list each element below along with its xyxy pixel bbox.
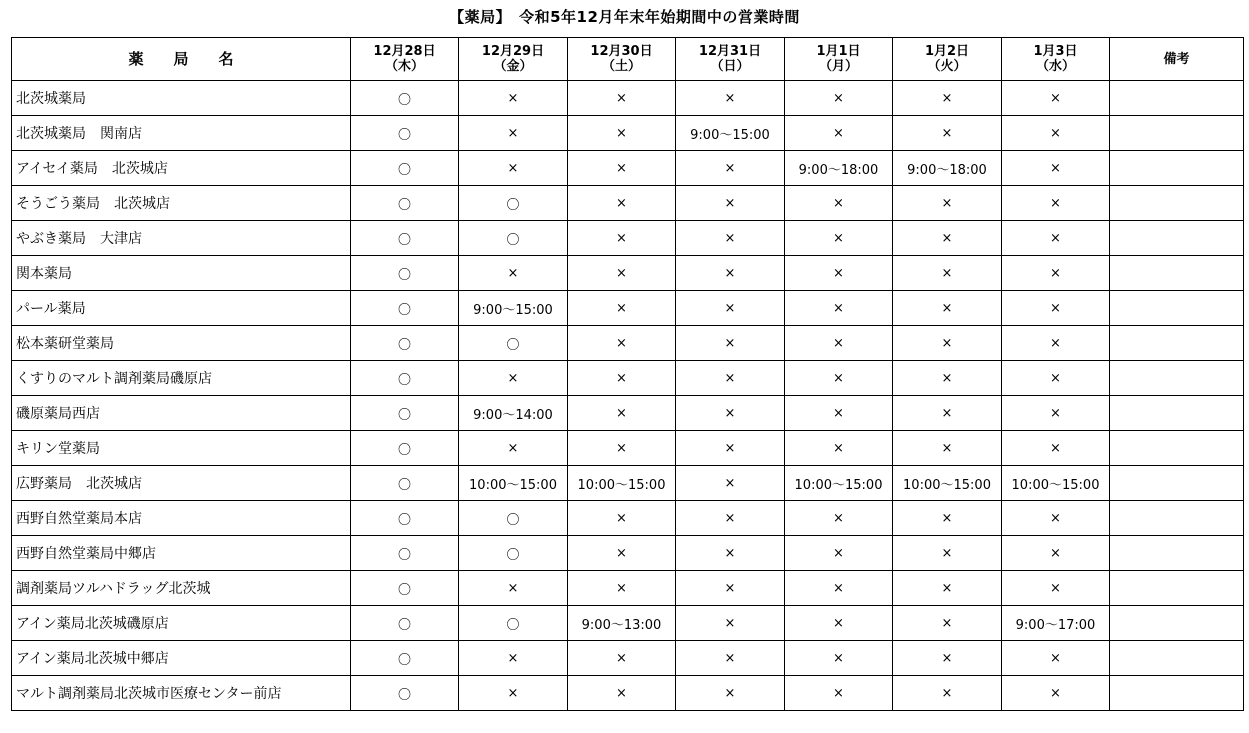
closed-mark-cell: ×: [785, 361, 893, 396]
pharmacy-name-cell: 北茨城薬局 関南店: [12, 116, 351, 151]
closed-mark-cell: ×: [785, 81, 893, 116]
closed-mark-cell: ×: [1002, 536, 1110, 571]
column-header-date: 12月28日: [373, 44, 436, 59]
closed-mark-cell: ×: [568, 151, 676, 186]
closed-mark-cell: ×: [676, 361, 785, 396]
column-header-weekday: （火）: [927, 59, 967, 74]
closed-mark-cell: ×: [785, 431, 893, 466]
open-mark-cell: 〇: [351, 431, 459, 466]
hours-cell: 10:00～15:00: [568, 466, 676, 501]
column-header-day: [351, 38, 459, 81]
pharmacy-name-cell: アイン薬局北茨城磯原店: [12, 606, 351, 641]
hours-cell: 10:00～15:00: [1002, 466, 1110, 501]
pharmacy-name-cell: 西野自然堂薬局本店: [12, 501, 351, 536]
closed-mark-cell: ×: [1002, 151, 1110, 186]
remarks-cell: [1110, 256, 1244, 291]
pharmacy-name-cell: 北茨城薬局: [12, 81, 351, 116]
closed-mark-cell: ×: [893, 606, 1002, 641]
table-row: [12, 116, 1244, 151]
closed-mark-cell: ×: [1002, 116, 1110, 151]
closed-mark-cell: ×: [785, 221, 893, 256]
closed-mark-cell: ×: [785, 501, 893, 536]
column-header-date: 1月3日: [1033, 44, 1078, 59]
closed-mark-cell: ×: [459, 676, 568, 711]
closed-mark-cell: ×: [893, 536, 1002, 571]
column-header-date: 1月1日: [816, 44, 861, 59]
closed-mark-cell: ×: [1002, 676, 1110, 711]
closed-mark-cell: ×: [785, 641, 893, 676]
closed-mark-cell: ×: [893, 186, 1002, 221]
open-mark-cell: 〇: [351, 501, 459, 536]
closed-mark-cell: ×: [1002, 291, 1110, 326]
column-header-weekday: （月）: [818, 59, 858, 74]
closed-mark-cell: ×: [893, 256, 1002, 291]
closed-mark-cell: ×: [785, 291, 893, 326]
closed-mark-cell: ×: [785, 116, 893, 151]
closed-mark-cell: ×: [568, 221, 676, 256]
open-mark-cell: 〇: [351, 326, 459, 361]
closed-mark-cell: ×: [568, 536, 676, 571]
table-row: [12, 676, 1244, 711]
column-header-weekday: （木）: [384, 59, 424, 74]
closed-mark-cell: ×: [568, 571, 676, 606]
open-mark-cell: 〇: [351, 396, 459, 431]
closed-mark-cell: ×: [568, 361, 676, 396]
open-mark-cell: 〇: [459, 501, 568, 536]
closed-mark-cell: ×: [459, 571, 568, 606]
closed-mark-cell: ×: [893, 291, 1002, 326]
column-header-remarks: 備考: [1110, 38, 1244, 81]
closed-mark-cell: ×: [676, 606, 785, 641]
table-row: [12, 641, 1244, 676]
pharmacy-name-cell: 調剤薬局ツルハドラッグ北茨城: [12, 571, 351, 606]
pharmacy-name-cell: アイン薬局北茨城中郷店: [12, 641, 351, 676]
remarks-cell: [1110, 291, 1244, 326]
pharmacy-name-cell: 広野薬局 北茨城店: [12, 466, 351, 501]
pharmacy-name-cell: そうごう薬局 北茨城店: [12, 186, 351, 221]
pharmacy-name-cell: 西野自然堂薬局中郷店: [12, 536, 351, 571]
closed-mark-cell: ×: [568, 676, 676, 711]
open-mark-cell: 〇: [351, 361, 459, 396]
closed-mark-cell: ×: [676, 396, 785, 431]
open-mark-cell: 〇: [351, 676, 459, 711]
remarks-cell: [1110, 186, 1244, 221]
column-header-weekday: （日）: [710, 59, 750, 74]
table-row: [12, 221, 1244, 256]
closed-mark-cell: ×: [568, 256, 676, 291]
pharmacy-name-cell: アイセイ薬局 北茨城店: [12, 151, 351, 186]
open-mark-cell: 〇: [351, 256, 459, 291]
remarks-cell: [1110, 326, 1244, 361]
hours-cell: 9:00～15:00: [459, 291, 568, 326]
hours-cell: 9:00～15:00: [676, 116, 785, 151]
closed-mark-cell: ×: [785, 186, 893, 221]
pharmacy-hours-table: [11, 37, 1244, 711]
table-row: [12, 81, 1244, 116]
column-header-day: [1002, 38, 1110, 81]
closed-mark-cell: ×: [568, 396, 676, 431]
table-row: [12, 361, 1244, 396]
closed-mark-cell: ×: [785, 606, 893, 641]
closed-mark-cell: ×: [568, 291, 676, 326]
closed-mark-cell: ×: [568, 186, 676, 221]
open-mark-cell: 〇: [459, 186, 568, 221]
column-header-day: [785, 38, 893, 81]
closed-mark-cell: ×: [785, 536, 893, 571]
table-row: [12, 431, 1244, 466]
closed-mark-cell: ×: [676, 81, 785, 116]
column-header-name: 薬 局 名: [12, 38, 351, 81]
column-header-date: 12月30日: [590, 44, 653, 59]
closed-mark-cell: ×: [676, 186, 785, 221]
hours-cell: 9:00～17:00: [1002, 606, 1110, 641]
remarks-cell: [1110, 501, 1244, 536]
pharmacy-name-cell: マルト調剤薬局北茨城市医療センター前店: [12, 676, 351, 711]
hours-cell: 9:00～18:00: [785, 151, 893, 186]
pharmacy-name-cell: くすりのマルト調剤薬局磯原店: [12, 361, 351, 396]
remarks-cell: [1110, 606, 1244, 641]
closed-mark-cell: ×: [676, 151, 785, 186]
remarks-cell: [1110, 116, 1244, 151]
column-header-weekday: （水）: [1035, 59, 1075, 74]
column-header-day: [676, 38, 785, 81]
hours-cell: 9:00～14:00: [459, 396, 568, 431]
open-mark-cell: 〇: [351, 81, 459, 116]
open-mark-cell: 〇: [351, 641, 459, 676]
pharmacy-name-cell: パール薬局: [12, 291, 351, 326]
closed-mark-cell: ×: [676, 501, 785, 536]
table-row: [12, 326, 1244, 361]
closed-mark-cell: ×: [785, 326, 893, 361]
closed-mark-cell: ×: [459, 116, 568, 151]
closed-mark-cell: ×: [1002, 571, 1110, 606]
column-header-day: [893, 38, 1002, 81]
table-row: [12, 291, 1244, 326]
closed-mark-cell: ×: [459, 81, 568, 116]
closed-mark-cell: ×: [459, 256, 568, 291]
remarks-cell: [1110, 641, 1244, 676]
closed-mark-cell: ×: [893, 81, 1002, 116]
remarks-cell: [1110, 466, 1244, 501]
closed-mark-cell: ×: [1002, 501, 1110, 536]
remarks-cell: [1110, 81, 1244, 116]
closed-mark-cell: ×: [676, 431, 785, 466]
remarks-cell: [1110, 571, 1244, 606]
closed-mark-cell: ×: [676, 571, 785, 606]
closed-mark-cell: ×: [459, 641, 568, 676]
closed-mark-cell: ×: [1002, 186, 1110, 221]
remarks-cell: [1110, 221, 1244, 256]
pharmacy-name-cell: 関本薬局: [12, 256, 351, 291]
page-title: 【薬局】 令和5年12月年末年始期間中の営業時間: [449, 8, 800, 26]
open-mark-cell: 〇: [351, 186, 459, 221]
closed-mark-cell: ×: [1002, 326, 1110, 361]
closed-mark-cell: ×: [676, 291, 785, 326]
closed-mark-cell: ×: [568, 501, 676, 536]
closed-mark-cell: ×: [1002, 221, 1110, 256]
hours-cell: 9:00～18:00: [893, 151, 1002, 186]
open-mark-cell: 〇: [351, 606, 459, 641]
closed-mark-cell: ×: [676, 466, 785, 501]
pharmacy-name-cell: キリン堂薬局: [12, 431, 351, 466]
closed-mark-cell: ×: [568, 431, 676, 466]
open-mark-cell: 〇: [459, 326, 568, 361]
column-header-date: 1月2日: [924, 44, 970, 59]
table-row: [12, 606, 1244, 641]
closed-mark-cell: ×: [459, 151, 568, 186]
closed-mark-cell: ×: [785, 256, 893, 291]
hours-cell: 9:00～13:00: [568, 606, 676, 641]
closed-mark-cell: ×: [459, 361, 568, 396]
closed-mark-cell: ×: [568, 116, 676, 151]
table-row: [12, 466, 1244, 501]
closed-mark-cell: ×: [1002, 361, 1110, 396]
closed-mark-cell: ×: [676, 221, 785, 256]
table-header-row: [12, 38, 1244, 81]
hours-cell: 10:00～15:00: [459, 466, 568, 501]
closed-mark-cell: ×: [1002, 641, 1110, 676]
closed-mark-cell: ×: [893, 641, 1002, 676]
hours-cell: 10:00～15:00: [893, 466, 1002, 501]
open-mark-cell: 〇: [351, 571, 459, 606]
pharmacy-name-cell: 磯原薬局西店: [12, 396, 351, 431]
closed-mark-cell: ×: [893, 326, 1002, 361]
table-row: [12, 256, 1244, 291]
closed-mark-cell: ×: [459, 431, 568, 466]
closed-mark-cell: ×: [785, 676, 893, 711]
closed-mark-cell: ×: [893, 116, 1002, 151]
table-row: [12, 186, 1244, 221]
closed-mark-cell: ×: [676, 536, 785, 571]
closed-mark-cell: ×: [893, 676, 1002, 711]
column-header-date: 12月31日: [698, 44, 762, 59]
table-row: [12, 501, 1244, 536]
closed-mark-cell: ×: [1002, 396, 1110, 431]
table-row: [12, 396, 1244, 431]
remarks-cell: [1110, 536, 1244, 571]
open-mark-cell: 〇: [351, 151, 459, 186]
column-header-date: 12月29日: [481, 44, 545, 59]
column-header-weekday: （金）: [493, 59, 533, 74]
remarks-cell: [1110, 431, 1244, 466]
closed-mark-cell: ×: [785, 571, 893, 606]
closed-mark-cell: ×: [785, 396, 893, 431]
hours-cell: 10:00～15:00: [785, 466, 893, 501]
open-mark-cell: 〇: [351, 536, 459, 571]
closed-mark-cell: ×: [568, 641, 676, 676]
table-body: [12, 81, 1244, 711]
table-row: [12, 536, 1244, 571]
closed-mark-cell: ×: [893, 221, 1002, 256]
table-row: [12, 151, 1244, 186]
open-mark-cell: 〇: [351, 291, 459, 326]
closed-mark-cell: ×: [676, 641, 785, 676]
pharmacy-name-cell: やぶき薬局 大津店: [12, 221, 351, 256]
open-mark-cell: 〇: [459, 536, 568, 571]
open-mark-cell: 〇: [459, 221, 568, 256]
table-row: [12, 571, 1244, 606]
remarks-cell: [1110, 151, 1244, 186]
closed-mark-cell: ×: [893, 361, 1002, 396]
column-header-day: [459, 38, 568, 81]
remarks-cell: [1110, 676, 1244, 711]
remarks-cell: [1110, 361, 1244, 396]
open-mark-cell: 〇: [351, 116, 459, 151]
column-header-weekday: （土）: [601, 59, 641, 74]
open-mark-cell: 〇: [459, 606, 568, 641]
closed-mark-cell: ×: [893, 431, 1002, 466]
column-header-day: [568, 38, 676, 81]
closed-mark-cell: ×: [1002, 431, 1110, 466]
closed-mark-cell: ×: [1002, 81, 1110, 116]
closed-mark-cell: ×: [676, 676, 785, 711]
closed-mark-cell: ×: [1002, 256, 1110, 291]
closed-mark-cell: ×: [676, 256, 785, 291]
closed-mark-cell: ×: [568, 81, 676, 116]
closed-mark-cell: ×: [893, 571, 1002, 606]
remarks-cell: [1110, 396, 1244, 431]
pharmacy-name-cell: 松本薬研堂薬局: [12, 326, 351, 361]
closed-mark-cell: ×: [893, 396, 1002, 431]
closed-mark-cell: ×: [676, 326, 785, 361]
closed-mark-cell: ×: [893, 501, 1002, 536]
closed-mark-cell: ×: [568, 326, 676, 361]
open-mark-cell: 〇: [351, 466, 459, 501]
open-mark-cell: 〇: [351, 221, 459, 256]
